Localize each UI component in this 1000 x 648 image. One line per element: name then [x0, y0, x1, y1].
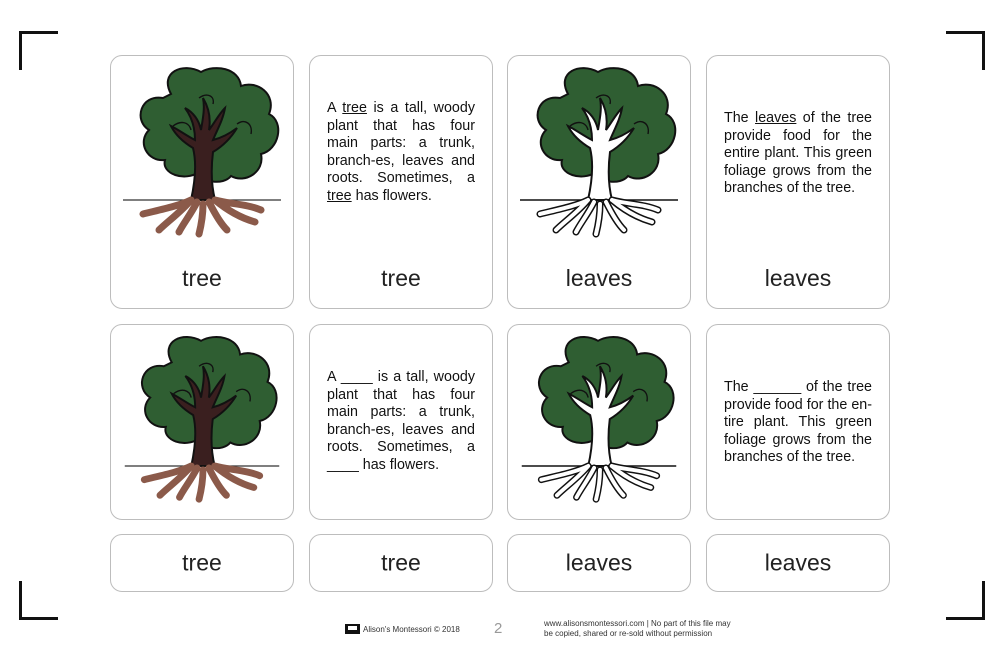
brand-logo-icon [345, 624, 360, 634]
crop-mark-top-right [946, 31, 985, 70]
card-tree-definition[interactable] [309, 55, 493, 309]
card-label: tree [182, 265, 222, 291]
card-tree-definition-blank[interactable] [309, 324, 493, 520]
tree-full-illustration-icon [119, 333, 285, 509]
tree-leaves-highlight-illustration-icon [516, 333, 682, 509]
leaves-definition-text: The leaves of the tree provide food for the entire plant. This green foliage grows from the branches of the tree. [724, 110, 873, 197]
tree-definition-text: A tree is a tall, woody plant that has four main parts: a trunk, branch-es, leaves and roots. Sometimes, a tree has flowers. [327, 100, 475, 204]
card-leaves-definition-blank[interactable] [706, 324, 890, 520]
crop-mark-top-left [19, 31, 58, 70]
card-label: tree [381, 549, 421, 576]
footer-legal-line1: www.alisonsmontessori.com | No part of this file may [544, 619, 731, 628]
card-label: tree [182, 549, 222, 576]
card-label: leaves [764, 549, 832, 576]
label-card-tree[interactable] [309, 534, 493, 592]
footer-brand [345, 624, 460, 634]
label-card-tree[interactable] [110, 534, 294, 592]
card-tree-picture[interactable] [110, 55, 294, 309]
tree-leaves-highlight-illustration-icon [516, 64, 682, 244]
card-label: leaves [565, 265, 633, 291]
tree-full-illustration-icon [119, 64, 285, 244]
page-number: 2 [494, 620, 503, 637]
crop-mark-bottom-right [946, 581, 985, 620]
footer-legal [544, 619, 744, 639]
label-card-leaves[interactable] [706, 534, 890, 592]
card-leaves-definition[interactable] [706, 55, 890, 309]
footer-brand-text: Alison's Montessori © 2018 [363, 624, 460, 634]
leaves-definition-blank-text: The ______ of the tree provide food for the en-tire plant. This green foliage grows from the branches of the tree. [724, 379, 872, 466]
card-label: leaves [565, 549, 633, 576]
crop-mark-bottom-left [19, 581, 58, 620]
card-label: tree [381, 265, 421, 291]
card-leaves-picture[interactable] [507, 55, 691, 309]
card-leaves-picture-unlabeled[interactable] [507, 324, 691, 520]
tree-definition-blank-text: A ____ is a tall, woody plant that has four main parts: a trunk, branch-es, leaves and roots. Sometimes, a ____ has flowers. [327, 369, 475, 473]
card-tree-picture-unlabeled[interactable] [110, 324, 294, 520]
card-label: leaves [764, 265, 832, 291]
footer-legal-line2: be copied, shared or re-sold without permission [544, 629, 713, 638]
label-card-leaves[interactable] [507, 534, 691, 592]
